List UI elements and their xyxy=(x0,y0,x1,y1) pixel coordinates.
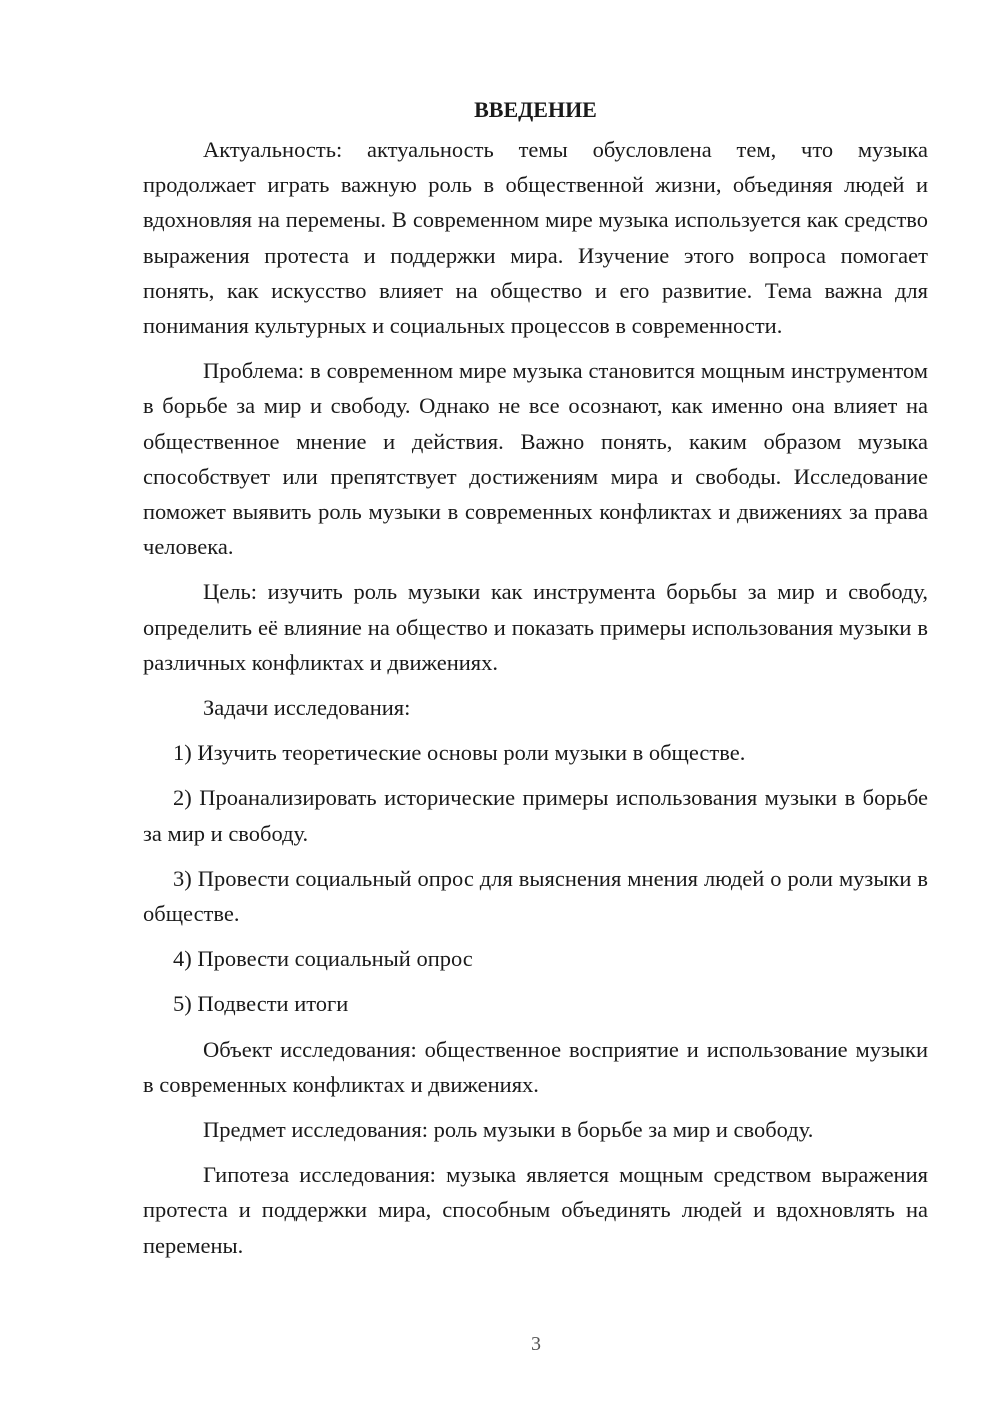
document-page xyxy=(143,88,928,1273)
goal-paragraph: Цель: изучить роль музыки как инструмента борьбы за мир и свободу, определить её влияние на общество и показать примеры использования музыки в различных конфликтах и движениях. xyxy=(143,579,928,675)
subject-paragraph: Предмет исследования: роль музыки в борьбе за мир и свободу. xyxy=(203,1117,814,1143)
task-item-3: 3) Провести социальный опрос для выяснения мнения людей о роли музыки в обществе. xyxy=(143,865,928,927)
tasks-title: Задачи исследования: xyxy=(203,695,411,721)
page-title: ВВЕДЕНИЕ xyxy=(474,97,597,122)
task-item-1: 1) Изучить теоретические основы роли музыки в обществе. xyxy=(173,740,746,766)
hypothesis-paragraph: Гипотеза исследования: музыка является мощным средством выражения протеста и поддержки мира, способным объединять людей и вдохновлять на перемены. xyxy=(143,1162,928,1258)
object-paragraph: Объект исследования: общественное восприятие и использование музыки в современных конфликтах и движениях. xyxy=(143,1036,928,1097)
problem-paragraph: Проблема: в современном мире музыка становится мощным инструментом в борьбе за мир и свободу. Однако не все осознают, как именно она влияет на общественное мнение и действия. Важно понять, каким образом музыка способствует или препятствует достижениям мира и свободы. Исследование поможет выявить роль музыки в современных конфликтах и движениях за права человека. xyxy=(143,358,928,560)
task-item-4: 4) Провести социальный опрос xyxy=(173,946,473,972)
page-number: 3 xyxy=(531,1333,541,1355)
task-item-5: 5) Подвести итоги xyxy=(173,991,349,1017)
relevance-paragraph: Актуальность: актуальность темы обусловлена тем, что музыка продолжает играть важную роль в общественной жизни, объединяя людей и вдохновляя на перемены. В современном мире музыка используется как средство выражения протеста и поддержки мира. Изучение этого вопроса помогает понять, как искусство влияет на общество и его развитие. Тема важна для понимания культурных и социальных процессов в современности. xyxy=(143,137,928,339)
task-item-2: 2) Проанализировать исторические примеры использования музыки в борьбе за мир и свободу. xyxy=(143,785,928,846)
